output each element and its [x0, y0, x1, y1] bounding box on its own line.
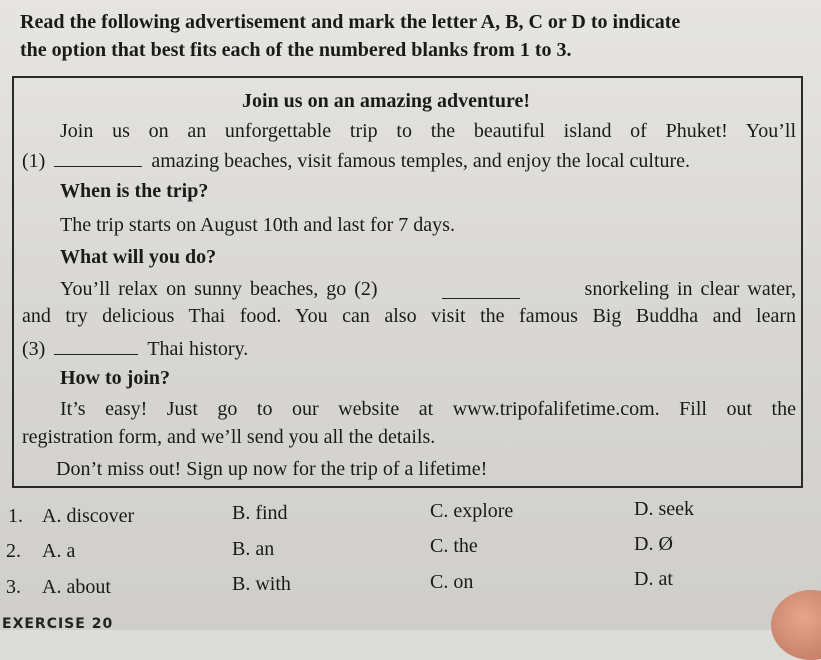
- ad-p2-line1-b: snorkeling in clear water,: [584, 278, 796, 300]
- ad-p1-line2-text: amazing beaches, visit famous temples, and enjoy the local culture.: [151, 150, 691, 172]
- ad-p1-line2: [22, 146, 796, 173]
- question-3-option-d[interactable]: D. at: [634, 568, 673, 590]
- exercise-label: EXERCISE 20: [2, 616, 114, 632]
- ad-closing: Don’t miss out! Sign up now for the trip of a lifetime!: [56, 458, 488, 480]
- blank-number-3: (3): [22, 338, 46, 360]
- heading-how: How to join?: [60, 367, 170, 389]
- instructions-line-2: the option that best fits each of the numbered blanks from 1 to 3.: [20, 39, 572, 61]
- question-2-number: 2.: [6, 540, 21, 562]
- how-line-1: It’s easy! Just go to our website at www.tripofalifetime.com. Fill out the: [60, 398, 796, 420]
- ad-p2-line1-a: You’ll relax on sunny beaches, go (2): [60, 278, 378, 300]
- ad-p2-line2: and try delicious Thai food. You can also visit the famous Big Buddha and learn: [22, 305, 796, 327]
- question-2-option-d[interactable]: D. Ø: [634, 533, 673, 555]
- finger-shadow: [771, 590, 821, 660]
- question-2-option-c[interactable]: C. the: [430, 535, 478, 557]
- question-1-option-d[interactable]: D. seek: [634, 498, 694, 520]
- heading-when: When is the trip?: [60, 180, 209, 202]
- question-3-number: 3.: [6, 576, 21, 598]
- how-line-2: registration form, and we’ll send you all the details.: [22, 426, 436, 448]
- heading-what: What will you do?: [60, 246, 217, 268]
- when-text: The trip starts on August 10th and last for 7 days.: [60, 214, 455, 236]
- ad-title: Join us on an amazing adventure!: [242, 90, 531, 112]
- instructions-line-1: Read the following advertisement and mark the letter A, B, C or D to indicate: [20, 11, 681, 33]
- question-3-option-c[interactable]: C. on: [430, 571, 474, 593]
- question-3-option-a[interactable]: A. about: [42, 576, 111, 598]
- question-1-option-b[interactable]: B. find: [232, 502, 288, 524]
- question-2-option-a[interactable]: A. a: [42, 540, 76, 562]
- blank-1[interactable]: [54, 146, 142, 167]
- blank-number-1: (1): [22, 150, 46, 172]
- ad-p2-line3-text: Thai history.: [147, 338, 249, 360]
- blank-3[interactable]: [54, 334, 138, 355]
- question-3-option-b[interactable]: B. with: [232, 573, 291, 595]
- ad-p1-line1: Join us on an unforgettable trip to the beautiful island of Phuket! You’ll: [60, 120, 796, 142]
- question-1-number: 1.: [8, 505, 23, 527]
- blank-2[interactable]: [442, 278, 520, 299]
- question-2-option-b[interactable]: B. an: [232, 538, 275, 560]
- instructions: [20, 8, 810, 64]
- ad-p2-line1: [60, 278, 796, 301]
- question-1-option-a[interactable]: A. discover: [42, 505, 135, 527]
- ad-p2-line3: [22, 334, 248, 361]
- question-1-option-c[interactable]: C. explore: [430, 500, 514, 522]
